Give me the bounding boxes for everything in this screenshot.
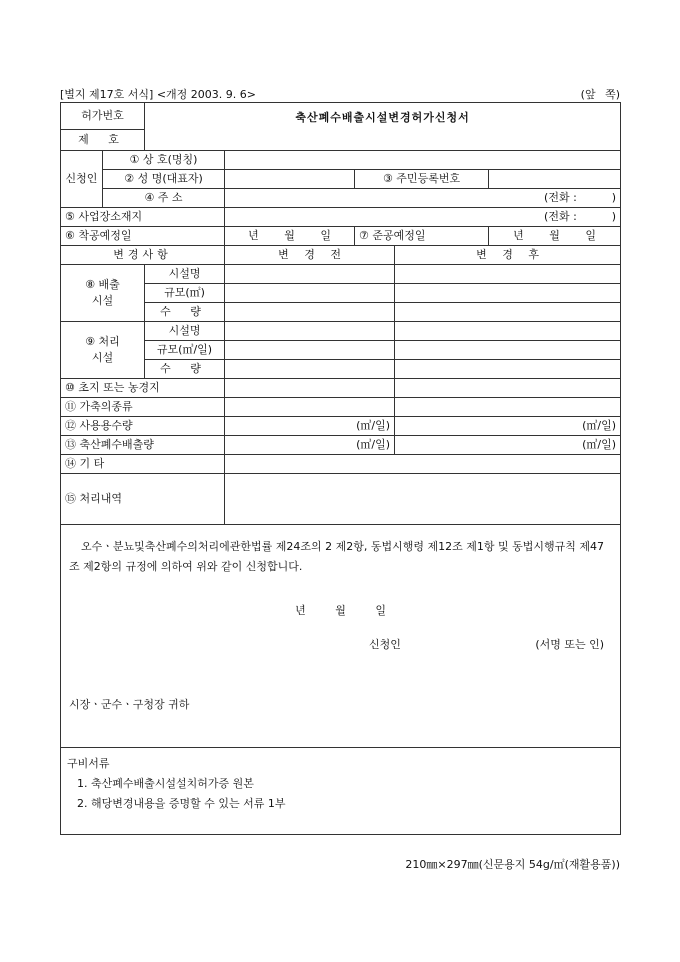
applicant-phone[interactable]: (전화 : ) — [225, 189, 621, 208]
discharge-scale-label: 규모(㎡) — [145, 284, 225, 303]
permit-number-value: 제 호 — [61, 130, 145, 151]
treatment-name-before[interactable] — [225, 322, 395, 341]
grassland-before[interactable] — [225, 379, 395, 398]
after-change-header: 변 경 후 — [395, 246, 621, 265]
address-label: ④ 주 소 — [103, 189, 225, 208]
discharge-quantity-after[interactable] — [395, 303, 621, 322]
start-date-label: ⑥ 착공예정일 — [61, 227, 225, 246]
water-use-label: ⑫ 사용용수량 — [61, 417, 225, 436]
discharge-facility-label: ⑧ 배출 시설 — [61, 265, 145, 322]
declaration-text: 오수ㆍ분뇨및축산폐수의처리에관한법률 제24조의 2 제2항, 동법시행령 제12조 제1항 및 동법시행규칙 제47조 제2항의 규정에 의하여 위와 같이 신청합니다. — [69, 540, 604, 573]
other-label: ⑭ 기 타 — [61, 455, 225, 474]
livestock-type-before[interactable] — [225, 398, 395, 417]
application-form — [60, 102, 621, 835]
wastewater-amount-label: ⑬ 축산폐수배출량 — [61, 436, 225, 455]
wastewater-amount-after[interactable]: (㎥/일) — [395, 436, 621, 455]
company-name-field[interactable] — [225, 151, 621, 170]
paper-spec-footer: 210㎜×297㎜(신문용지 54g/㎡(재활용품)) — [405, 858, 620, 871]
site-phone[interactable]: (전화 : ) — [225, 208, 621, 227]
change-item-header: 변경사항 — [61, 246, 225, 265]
start-date-field[interactable]: 년 월 일 — [225, 227, 355, 246]
required-documents-title: 구비서류 — [67, 757, 110, 770]
treatment-scale-label: 규모(㎥/일) — [145, 341, 225, 360]
discharge-facility-name-label: 시설명 — [145, 265, 225, 284]
treatment-scale-after[interactable] — [395, 341, 621, 360]
representative-name-field[interactable] — [225, 170, 355, 189]
wastewater-amount-before[interactable]: (㎥/일) — [225, 436, 395, 455]
discharge-quantity-label: 수 량 — [145, 303, 225, 322]
livestock-type-label: ⑪ 가축의종류 — [61, 398, 225, 417]
treatment-quantity-after[interactable] — [395, 360, 621, 379]
form-title: 축산폐수배출시설변경허가신청서 — [145, 103, 621, 151]
discharge-scale-after[interactable] — [395, 284, 621, 303]
applicant-label: 신청인 — [61, 151, 103, 208]
discharge-quantity-before[interactable] — [225, 303, 395, 322]
document-item: 2. 해당변경내용을 증명할 수 있는 서류 1부 — [77, 797, 286, 810]
permit-number-label: 허가번호 — [61, 103, 145, 130]
water-use-before[interactable]: (㎥/일) — [225, 417, 395, 436]
treatment-facility-name-label: 시설명 — [145, 322, 225, 341]
completion-date-label: ⑦ 준공예정일 — [355, 227, 489, 246]
discharge-name-before[interactable] — [225, 265, 395, 284]
company-name-label: ① 상 호(명칭) — [103, 151, 225, 170]
treatment-history-field[interactable] — [225, 474, 621, 525]
declaration-applicant-label: 신청인 — [369, 638, 401, 651]
treatment-name-after[interactable] — [395, 322, 621, 341]
signature-field[interactable]: (서명 또는 인) — [535, 638, 605, 651]
livestock-type-after[interactable] — [395, 398, 621, 417]
completion-date-field[interactable]: 년 월 일 — [489, 227, 621, 246]
treatment-facility-label: ⑨ 처리 시설 — [61, 322, 145, 379]
declaration-section — [61, 525, 621, 748]
declaration-date: 년 월 일 — [295, 604, 386, 617]
treatment-history-label: ⑮ 처리내역 — [61, 474, 225, 525]
treatment-scale-before[interactable] — [225, 341, 395, 360]
grassland-label: ⑩ 초지 또는 농경지 — [61, 379, 225, 398]
grassland-after[interactable] — [395, 379, 621, 398]
resident-number-label: ③ 주민등록번호 — [355, 170, 489, 189]
document-item: 1. 축산폐수배출시설설치허가증 원본 — [77, 777, 254, 790]
treatment-quantity-before[interactable] — [225, 360, 395, 379]
required-documents-section — [61, 748, 621, 835]
before-change-header: 변 경 전 — [225, 246, 395, 265]
recipient-line: 시장ㆍ군수ㆍ구청장 귀하 — [69, 698, 190, 711]
treatment-quantity-label: 수 량 — [145, 360, 225, 379]
discharge-name-after[interactable] — [395, 265, 621, 284]
representative-name-label: ② 성 명(대표자) — [103, 170, 225, 189]
other-field[interactable] — [225, 455, 621, 474]
site-location-label: ⑤ 사업장소재지 — [61, 208, 225, 227]
resident-number-field[interactable] — [489, 170, 621, 189]
page-side-label: (앞 쪽) — [580, 88, 620, 101]
form-reference: [별지 제17호 서식] <개정 2003. 9. 6> — [60, 88, 256, 101]
discharge-scale-before[interactable] — [225, 284, 395, 303]
water-use-after[interactable]: (㎥/일) — [395, 417, 621, 436]
